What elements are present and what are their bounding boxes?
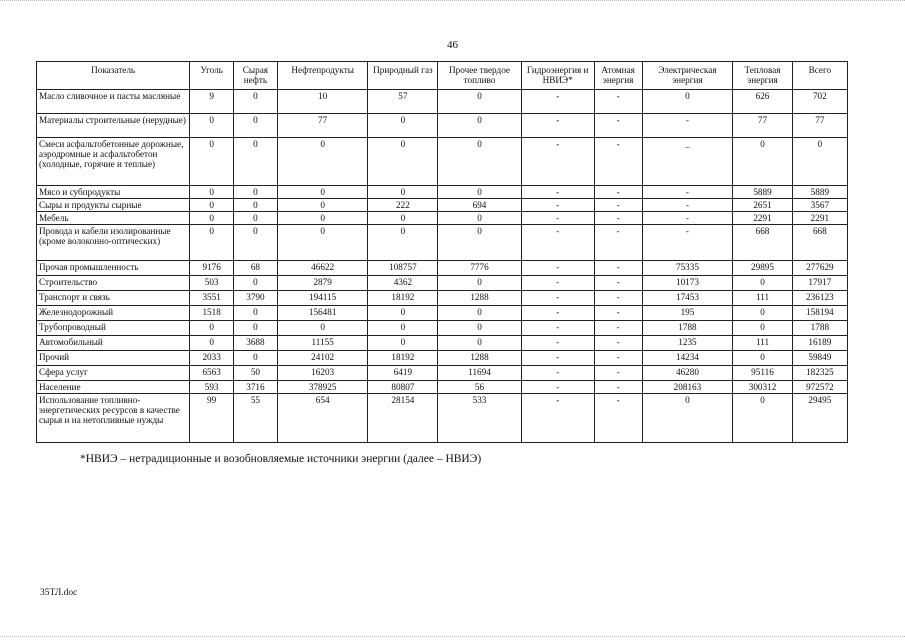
table-cell: 17453 xyxy=(642,291,733,306)
table-cell: 626 xyxy=(733,90,792,114)
table-cell: - xyxy=(521,394,594,443)
table-cell: - xyxy=(521,381,594,394)
table-cell: 0 xyxy=(234,276,278,291)
table-cell: 0 xyxy=(277,186,368,199)
table-cell: 108757 xyxy=(368,261,438,276)
table-row xyxy=(37,336,848,351)
table-row xyxy=(37,394,848,443)
table-cell: 2291 xyxy=(792,212,847,225)
table-cell: 0 xyxy=(234,199,278,212)
row-label: Население xyxy=(37,381,190,394)
table-cell: 77 xyxy=(733,114,792,138)
table-cell: 16189 xyxy=(792,336,847,351)
table-cell: 0 xyxy=(277,199,368,212)
table-cell: 1288 xyxy=(438,291,521,306)
table-cell: 75335 xyxy=(642,261,733,276)
table-row xyxy=(37,321,848,336)
table-row xyxy=(37,212,848,225)
header-indicator: Показатель xyxy=(37,62,190,90)
table-cell: - xyxy=(594,381,642,394)
table-cell: 18192 xyxy=(368,291,438,306)
table-cell: 0 xyxy=(733,276,792,291)
table-cell: 0 xyxy=(368,225,438,261)
table-cell: - xyxy=(521,276,594,291)
table-body xyxy=(37,90,848,443)
table-cell: 111 xyxy=(733,336,792,351)
row-label: Мебель xyxy=(37,212,190,225)
table-row xyxy=(37,114,848,138)
table-cell: 1788 xyxy=(642,321,733,336)
table-cell: 2651 xyxy=(733,199,792,212)
table-cell: - xyxy=(642,114,733,138)
table-cell: 0 xyxy=(277,138,368,186)
table-row xyxy=(37,199,848,212)
table-cell: 0 xyxy=(234,351,278,366)
table-cell: 2291 xyxy=(733,212,792,225)
table-cell: 18192 xyxy=(368,351,438,366)
table-cell: 0 xyxy=(438,321,521,336)
table-cell: - xyxy=(594,291,642,306)
table-cell: 3790 xyxy=(234,291,278,306)
table-cell: 0 xyxy=(733,306,792,321)
table-cell: 2879 xyxy=(277,276,368,291)
table-cell: 0 xyxy=(190,336,234,351)
table-cell: 0 xyxy=(277,225,368,261)
table-cell: 0 xyxy=(234,225,278,261)
table-cell: 4362 xyxy=(368,276,438,291)
row-label: Транспорт и связь xyxy=(37,291,190,306)
table-cell: 158194 xyxy=(792,306,847,321)
table-cell: - xyxy=(521,186,594,199)
row-label: Смеси асфальтобетонные дорожные, аэродромные и асфальтобетон (холодные, горячие и теплые) xyxy=(37,138,190,186)
row-label: Строительство xyxy=(37,276,190,291)
table-cell: 1288 xyxy=(438,351,521,366)
table-cell: 236123 xyxy=(792,291,847,306)
row-label: Мясо и субпродукты xyxy=(37,186,190,199)
table-cell: 0 xyxy=(234,138,278,186)
table-cell: 1518 xyxy=(190,306,234,321)
table-cell: _ xyxy=(642,138,733,186)
row-label: Автомобильный xyxy=(37,336,190,351)
table-cell: 1235 xyxy=(642,336,733,351)
table-cell: - xyxy=(594,261,642,276)
table-cell: 0 xyxy=(190,225,234,261)
row-label: Трубопроводный xyxy=(37,321,190,336)
table-cell: 0 xyxy=(438,90,521,114)
table-cell: 7776 xyxy=(438,261,521,276)
table-cell: - xyxy=(642,225,733,261)
table-cell: 503 xyxy=(190,276,234,291)
table-cell: 0 xyxy=(234,306,278,321)
table-cell: 277629 xyxy=(792,261,847,276)
table-cell: 10173 xyxy=(642,276,733,291)
table-cell: 68 xyxy=(234,261,278,276)
table-cell: 16203 xyxy=(277,366,368,381)
table-cell: - xyxy=(594,306,642,321)
table-cell: 2033 xyxy=(190,351,234,366)
header-other-solid-fuel: Прочее твердое топливо xyxy=(438,62,521,90)
table-cell: 3688 xyxy=(234,336,278,351)
header-natural-gas: Природный газ xyxy=(368,62,438,90)
table-cell: 0 xyxy=(190,186,234,199)
header-hydro-renewables: Гидроэнергия и НВИЭ* xyxy=(521,62,594,90)
table-cell: 195 xyxy=(642,306,733,321)
table-cell: 0 xyxy=(438,186,521,199)
table-cell: 0 xyxy=(277,321,368,336)
table-cell: 156481 xyxy=(277,306,368,321)
row-label: Сыры и продукты сырные xyxy=(37,199,190,212)
header-nuclear: Атомная энергия xyxy=(594,62,642,90)
header-coal: Уголь xyxy=(190,62,234,90)
table-cell: 0 xyxy=(438,225,521,261)
table-cell: - xyxy=(594,212,642,225)
table-cell: 0 xyxy=(277,212,368,225)
table-cell: 222 xyxy=(368,199,438,212)
table-cell: 0 xyxy=(368,186,438,199)
table-cell: 702 xyxy=(792,90,847,114)
table-row xyxy=(37,366,848,381)
table-cell: 111 xyxy=(733,291,792,306)
table-cell: 56 xyxy=(438,381,521,394)
table-cell: 0 xyxy=(190,321,234,336)
table-cell: 0 xyxy=(733,351,792,366)
table-cell: - xyxy=(521,351,594,366)
table-cell: 0 xyxy=(368,138,438,186)
table-cell: 0 xyxy=(234,212,278,225)
table-cell: 0 xyxy=(190,138,234,186)
table-cell: 378925 xyxy=(277,381,368,394)
table-cell: 11694 xyxy=(438,366,521,381)
header-total: Всего xyxy=(792,62,847,90)
energy-balance-table xyxy=(36,61,848,443)
table-cell: - xyxy=(642,186,733,199)
table-cell: 593 xyxy=(190,381,234,394)
table-cell: 694 xyxy=(438,199,521,212)
table-cell: 50 xyxy=(234,366,278,381)
table-cell: 9176 xyxy=(190,261,234,276)
table-cell: 668 xyxy=(792,225,847,261)
table-cell: 0 xyxy=(733,321,792,336)
table-row xyxy=(37,351,848,366)
table-cell: - xyxy=(521,306,594,321)
table-cell: 533 xyxy=(438,394,521,443)
table-cell: 0 xyxy=(234,321,278,336)
table-cell: 99 xyxy=(190,394,234,443)
table-cell: 0 xyxy=(733,138,792,186)
page-bottom-edge xyxy=(0,636,905,637)
table-cell: 208163 xyxy=(642,381,733,394)
table-cell: 0 xyxy=(642,90,733,114)
table-row xyxy=(37,306,848,321)
table-cell: 194115 xyxy=(277,291,368,306)
header-electricity: Электрическая энергия xyxy=(642,62,733,90)
table-cell: 5889 xyxy=(733,186,792,199)
table-row xyxy=(37,291,848,306)
table-cell: 46622 xyxy=(277,261,368,276)
table-cell: - xyxy=(594,186,642,199)
table-cell: - xyxy=(594,199,642,212)
page-number: 46 xyxy=(447,39,458,51)
table-cell: 0 xyxy=(792,138,847,186)
table-cell: - xyxy=(521,291,594,306)
table-cell: 95116 xyxy=(733,366,792,381)
table-cell: - xyxy=(594,366,642,381)
header-heat: Тепловая энергия xyxy=(733,62,792,90)
table-cell: - xyxy=(521,261,594,276)
table-cell: 0 xyxy=(733,394,792,443)
table-cell: - xyxy=(521,321,594,336)
table-cell: - xyxy=(594,90,642,114)
table-cell: 6419 xyxy=(368,366,438,381)
table-cell: - xyxy=(521,336,594,351)
table-cell: - xyxy=(521,212,594,225)
table-cell: 77 xyxy=(277,114,368,138)
table-cell: 0 xyxy=(190,212,234,225)
table-cell: 0 xyxy=(438,336,521,351)
table-cell: - xyxy=(642,199,733,212)
row-label: Прочая промышленность xyxy=(37,261,190,276)
table-cell: - xyxy=(521,114,594,138)
table-cell: 182325 xyxy=(792,366,847,381)
table-cell: - xyxy=(594,225,642,261)
table-cell: 55 xyxy=(234,394,278,443)
table-cell: 0 xyxy=(368,306,438,321)
row-label: Железнодорожный xyxy=(37,306,190,321)
table-cell: 0 xyxy=(368,336,438,351)
table-row xyxy=(37,186,848,199)
table-cell: 29495 xyxy=(792,394,847,443)
table-cell: 28154 xyxy=(368,394,438,443)
table-cell: 0 xyxy=(234,186,278,199)
table-cell: 0 xyxy=(190,114,234,138)
footnote: *НВИЭ – нетрадиционные и возобновляемые источники энергии (далее – НВИЭ) xyxy=(80,453,482,465)
table-cell: 0 xyxy=(234,114,278,138)
table-cell: 14234 xyxy=(642,351,733,366)
table-cell: 0 xyxy=(190,199,234,212)
table-cell: - xyxy=(521,199,594,212)
table-cell: 0 xyxy=(438,212,521,225)
table-cell: - xyxy=(594,321,642,336)
page-top-edge xyxy=(0,0,905,1)
table-cell: 0 xyxy=(642,394,733,443)
table-cell: 0 xyxy=(368,212,438,225)
table-cell: - xyxy=(594,114,642,138)
row-label: Прочий xyxy=(37,351,190,366)
table-cell: 3567 xyxy=(792,199,847,212)
table-cell: - xyxy=(594,394,642,443)
table-cell: 0 xyxy=(438,306,521,321)
table-cell: 9 xyxy=(190,90,234,114)
table-cell: 11155 xyxy=(277,336,368,351)
table-cell: 5889 xyxy=(792,186,847,199)
table-cell: 80807 xyxy=(368,381,438,394)
table-cell: - xyxy=(642,212,733,225)
row-label: Материалы строительные (нерудные) xyxy=(37,114,190,138)
table-cell: - xyxy=(594,276,642,291)
table-cell: 77 xyxy=(792,114,847,138)
table-cell: 29895 xyxy=(733,261,792,276)
table-cell: 1788 xyxy=(792,321,847,336)
table-cell: 57 xyxy=(368,90,438,114)
table-row xyxy=(37,138,848,186)
table-cell: - xyxy=(594,138,642,186)
table-cell: 0 xyxy=(234,90,278,114)
row-label: Масло сливочное и пасты масляные xyxy=(37,90,190,114)
table-cell: - xyxy=(521,90,594,114)
table-cell: 668 xyxy=(733,225,792,261)
table-cell: - xyxy=(594,336,642,351)
table-row xyxy=(37,225,848,261)
table-cell: 300312 xyxy=(733,381,792,394)
table-cell: 0 xyxy=(438,114,521,138)
table-row xyxy=(37,276,848,291)
table-cell: 59849 xyxy=(792,351,847,366)
table-cell: - xyxy=(521,138,594,186)
table-cell: 0 xyxy=(438,138,521,186)
row-label: Сфера услуг xyxy=(37,366,190,381)
table-header-row xyxy=(37,62,848,90)
header-oil-products: Нефтепродукты xyxy=(277,62,368,90)
table-cell: 17917 xyxy=(792,276,847,291)
table-cell: 24102 xyxy=(277,351,368,366)
table-cell: 3716 xyxy=(234,381,278,394)
table-cell: 0 xyxy=(368,114,438,138)
table-cell: 972572 xyxy=(792,381,847,394)
table-cell: - xyxy=(521,225,594,261)
table-cell: 10 xyxy=(277,90,368,114)
table-cell: 0 xyxy=(438,276,521,291)
table-cell: - xyxy=(521,366,594,381)
document-filename: 35ТЛ.doc xyxy=(40,588,78,598)
table-cell: 0 xyxy=(368,321,438,336)
table-row xyxy=(37,90,848,114)
table-row xyxy=(37,261,848,276)
row-label: Использование топливно-энергетических ресурсов в качестве сырья и на нетопливные нужды xyxy=(37,394,190,443)
table-cell: 3551 xyxy=(190,291,234,306)
table-cell: 6563 xyxy=(190,366,234,381)
row-label: Провода и кабели изолированные (кроме волоконно-оптических) xyxy=(37,225,190,261)
table-cell: 654 xyxy=(277,394,368,443)
header-crude-oil: Сырая нефть xyxy=(234,62,278,90)
table-row xyxy=(37,381,848,394)
table-cell: 46280 xyxy=(642,366,733,381)
table-cell: - xyxy=(594,351,642,366)
